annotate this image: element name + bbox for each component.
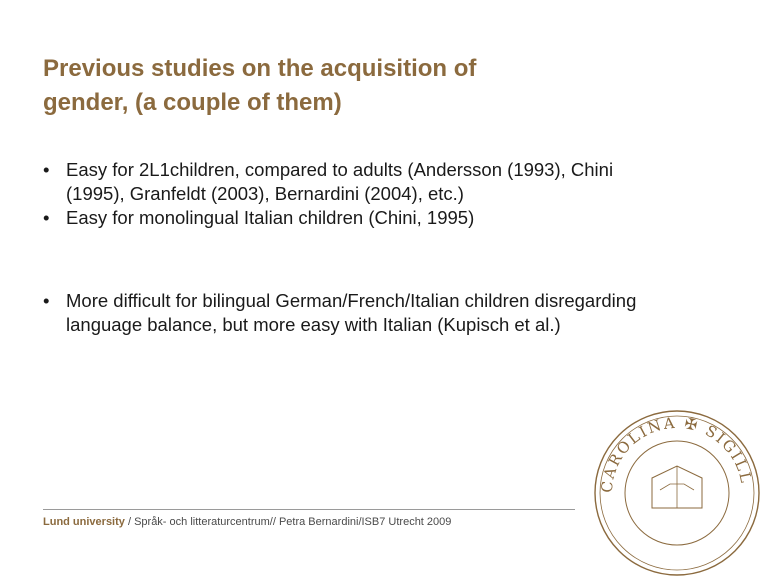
title-line-1: Previous studies on the acquisition of [43, 55, 477, 82]
footer-university: Lund university [43, 516, 125, 528]
bullet-list [43, 158, 643, 337]
bullet-item: • Easy for monolingual Italian children (Chini, 1995) [43, 206, 643, 230]
footer-divider [43, 509, 575, 510]
footer [43, 516, 451, 528]
seal-text: CAROLINA ✠ SIGILL [597, 413, 756, 494]
bullet-item: • Easy for 2L1children, compared to adults (Andersson (1993), Chini (1995), Granfeldt (2003), Bernardini (2004), etc.) [43, 158, 643, 206]
footer-text: / Språk- och litteraturcentrum// Petra Bernardini/ISB7 Utrecht 2009 [124, 516, 452, 528]
slide-title [43, 52, 663, 120]
bullet-item: • More difficult for bilingual German/French/Italian children disregarding language balance, but more easy with Italian (Kupisch et al.) [43, 289, 643, 337]
lund-university-seal [592, 408, 762, 578]
title-line-2: gender, (a couple of them) [43, 89, 342, 116]
